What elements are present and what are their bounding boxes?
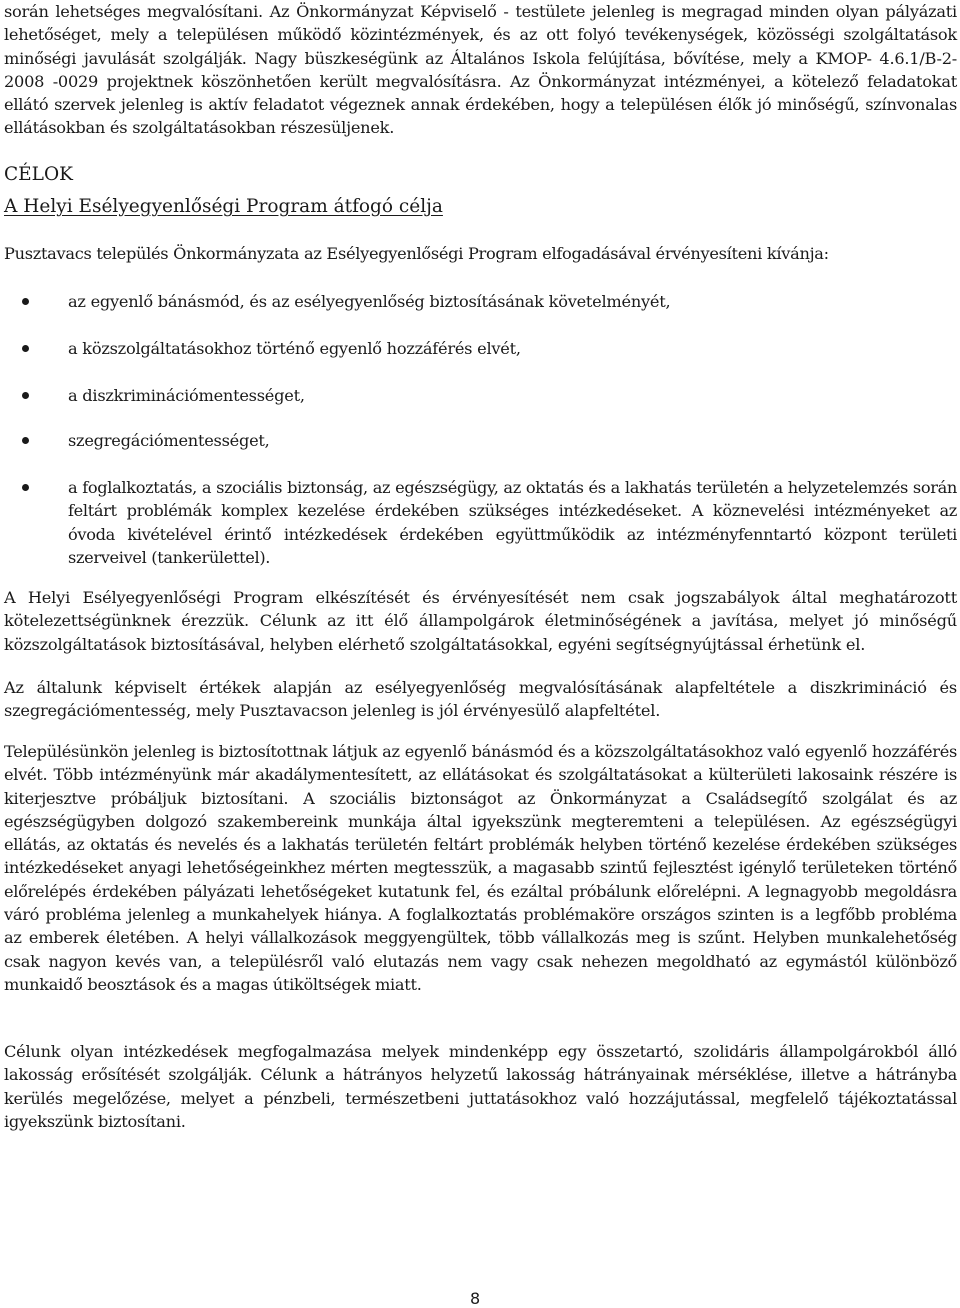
bullet-text: szegregációmentességet, (68, 431, 270, 450)
page-number: 8 (470, 1289, 481, 1308)
body-paragraph: A Helyi Esélyegyenlőségi Program elkészítését és érvényesítését nem csak jogszabályok által meghatározott kötelezettségünknek érezzük. Célunk az itt élő állampolgárok életminőségének a javítása, melyet jó minőségű közszolgáltatások biztosításával, helyben elérhető szolgáltatásokkal, egyéni segítségnyújtással érhetünk el. (4, 588, 957, 654)
bullet-item (4, 476, 957, 569)
body-paragraph: Településünkön jelenleg is biztosítottnak látjuk az egyenlő bánásmód és a közszolgáltatásokhoz való egyenlő hozzáférés elvét. Több intézményünk már akadálymentesített, az ellátásokat és szolgáltatásokat a külterületi lakosaink részére is kiterjesztve próbáljuk biztosítani. A szociális biztonságot az Önkormányzat a Családsegítő szolgálat és az egészségügyben dolgozó szakembereink munkája által igyekszünk megteremteni a településen. Az egészségügyi ellátás, az oktatás és nevelés és a lakhatás területén feltárt problémák helyben történő kezelése érdekében szükséges intézkedéseket anyagi lehetőségeinkhez mérten megtesszük, a magasabb szintű fejlesztést igénylő területeken történő előrelépés érdekében pályázati lehetőségeket kutatunk fel, és ezáltal próbálunk előrelépni. A legnagyobb megoldásra váró probléma jelenleg a munkahelyek hiánya. A foglalkoztatás problémaköre országos szinten is a legfőbb probléma az emberek életében. A helyi vállalkozások meggyengültek, több vállalkozás meg is szűnt. Helyben munkalehetőség csak nagyon kevés van, a településről való elutazás nem vagy csak nehezen megoldható az egymástól különböző munkaidő beosztások és a magas útiköltségek miatt. (4, 742, 957, 994)
lead-sentence: Pusztavacs település Önkormányzata az Esélyegyenlőségi Program elfogadásával érvényesíteni kívánja: (4, 244, 829, 263)
bullet-icon (22, 392, 29, 399)
bullet-item (4, 290, 957, 313)
bullet-text: az egyenlő bánásmód, és az esélyegyenlőség biztosításának követelményét, (68, 292, 671, 311)
bullet-icon (22, 298, 29, 305)
bullet-icon (22, 484, 29, 491)
bullet-text: a foglalkoztatás, a szociális biztonság, az egészségügy, az oktatás és a lakhatás területén a helyzetelemzés során feltárt problémák komplex kezelése érdekében szükséges intézkedéseket. A köznevelési intézményeket az óvoda kivételével érintő intézkedések érdekében együttműködik az intézményfenntartó központ területi szerveivel (tankerülettel). (68, 478, 957, 567)
bullet-text: a közszolgáltatásokhoz történő egyenlő hozzáférés elvét, (68, 339, 521, 358)
goals-heading: CÉLOK (4, 164, 73, 185)
goals-subheading: A Helyi Esélyegyenlőségi Program átfogó célja (4, 196, 443, 217)
document-page (4, 0, 957, 1131)
body-paragraph: Célunk olyan intézkedések megfogalmazása melyek mindenképp egy összetartó, szolidáris állampolgárokból álló lakosság erősítését szolgálják. Célunk a hátrányos helyzetű lakosság hátrányainak mérséklése, illetve a hátrányba kerülés megelőzése, melyet a pénzbeli, természetbeni juttatásokhoz való hozzájutással, megfelelő tájékoztatással igyekszünk biztosítani. (4, 1042, 957, 1131)
intro-paragraph: során lehetséges megvalósítani. Az Önkormányzat Képviselő - testülete jelenleg is megragad minden olyan pályázati lehetőséget, mely a településen működő közintézmények, és az ott folyó tevékenységek, közösségi szolgáltatások minőségi javulását szolgálják. Nagy büszkeségünk az Általános Iskola felújítása, bővítése, mely a KMOP- 4.6.1/B-2-2008 -0029 projektnek köszönhetően került megvalósításra. Az Önkormányzat intézményei, a kötelező feladatokat ellátó szervek jelenleg is aktív feladatot végeznek annak érdekében, hogy a településen élők jó minőségű, színvonalas ellátásokban és szolgáltatásokban részesüljenek. (4, 2, 957, 138)
bullet-item (4, 384, 957, 407)
bullet-item (4, 429, 957, 452)
bullet-icon (22, 437, 29, 444)
bullet-item (4, 337, 957, 360)
bullet-text: a diszkriminációmentességet, (68, 386, 305, 405)
body-paragraph: Az általunk képviselt értékek alapján az esélyegyenlőség megvalósításának alapfeltétele a diszkrimináció és szegregációmentesség, mely Pusztavacson jelenleg is jól érvényesülő alapfeltétel. (4, 678, 957, 721)
bullet-icon (22, 345, 29, 352)
